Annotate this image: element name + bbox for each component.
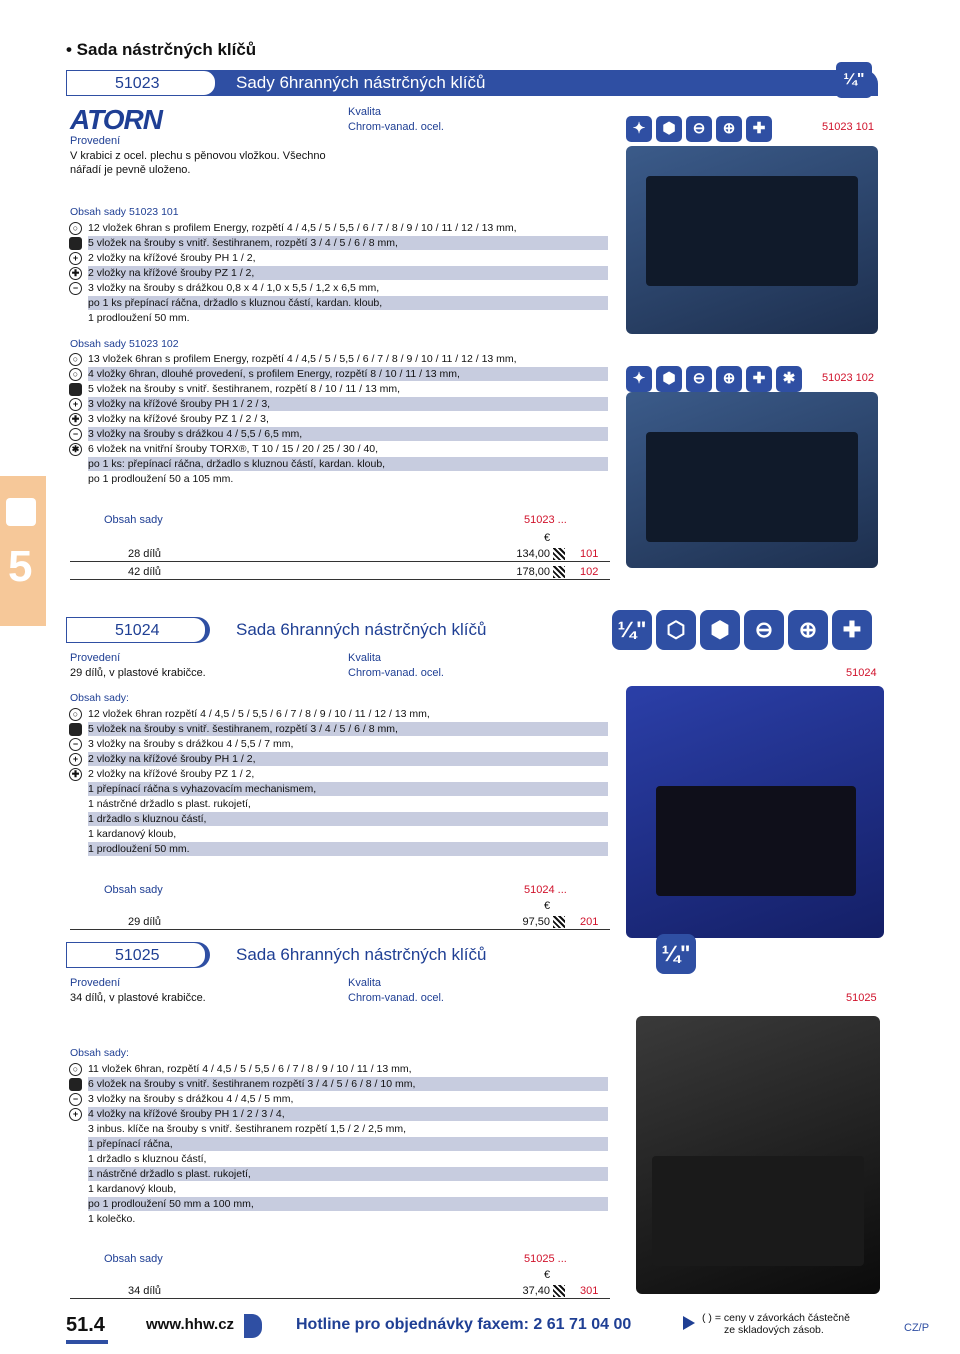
side-tab — [0, 476, 46, 626]
atorn-logo — [70, 104, 200, 135]
content-row: ○ 13 vložek 6hran s profilem Energy, rozpětí 4 / 4,5 / 5 / 5,5 / 6 / 7 / 8 / 9 / 10 / 11 / 12 / 13 mm, — [88, 352, 608, 366]
hex-outline-icon: ○ — [69, 368, 82, 381]
footer-website-link[interactable]: www.hhw.cz — [146, 1316, 235, 1333]
s1-obsah-a-title: Obsah sady 51023 101 — [70, 206, 179, 218]
wrench-icon — [6, 498, 36, 526]
slot-icon: − — [69, 1093, 82, 1106]
content-row: − 3 vložky na šrouby s drážkou 4 / 5,5 / 6,5 mm, — [88, 427, 608, 441]
table-currency: € — [544, 1269, 551, 1281]
phillips-icon: ⊕ — [788, 610, 828, 650]
table-header: Obsah sady 51024 ... — [104, 884, 567, 896]
pozidriv-icon: ✚ — [69, 267, 82, 280]
table-header: Obsah sady 51023 ... — [104, 514, 567, 526]
phillips-icon: + — [69, 252, 82, 265]
s1-provedeni-label: Provedení — [70, 135, 121, 147]
table-currency: € — [544, 900, 551, 912]
s3-provedeni-label: Provedení — [70, 977, 121, 989]
s3-provedeni-text: 34 dílů, v plastové krabičce. — [70, 992, 206, 1004]
s1-title: Sady 6hranných nástrčných klíčů — [236, 73, 486, 92]
slot-icon: − — [69, 282, 82, 295]
order-code-icon — [553, 916, 565, 928]
footer-note-line1: ( ) = ceny v závorkách částečně — [702, 1312, 850, 1324]
s1-rows-b — [71, 352, 608, 486]
content-row: ○ 11 vložek 6hran, rozpětí 4 / 4,5 / 5 / 5,5 / 6 / 7 / 8 / 9 / 10 / 11 / 13 mm, — [88, 1062, 608, 1076]
content-row: 1 nástrčné držadlo s plast. rukojetí, — [88, 1167, 608, 1181]
order-code-icon — [553, 566, 565, 578]
table-row: 34 dílů 37,40 301 — [70, 1283, 610, 1299]
s1-provedeni-text1: V krabici z ocel. plechu s pěnovou vložkou. Všechno — [70, 150, 326, 162]
content-row: ✚ 3 vložky na křížové šrouby PZ 1 / 2 / 3, — [88, 412, 608, 426]
footer — [66, 1306, 936, 1346]
phillips-icon: + — [69, 753, 82, 766]
s1-quarter-inch-badge: ¼" — [836, 62, 872, 98]
s1-provedeni-text2: nářadí je pevně uloženo. — [70, 164, 191, 176]
torx-icon: ✱ — [776, 366, 802, 392]
content-row: 6 vložek na šrouby s vnitř. šestihranem rozpětí 3 / 4 / 5 / 6 / 8 / 10 mm, — [88, 1077, 608, 1091]
s3-title: Sada 6hranných nástrčných klíčů — [236, 945, 487, 964]
table-row: 29 dílů 97,50 201 — [70, 914, 610, 930]
s2-title: Sada 6hranných nástrčných klíčů — [236, 620, 487, 639]
hex-filled-icon — [69, 723, 82, 736]
content-row: 1 kolečko. — [88, 1213, 136, 1225]
slot-icon: − — [69, 428, 82, 441]
content-row: 1 přepínací ráčna s vyhazovacím mechanismem, — [88, 782, 608, 796]
slot-icon: ⊖ — [744, 610, 784, 650]
phillips-icon: + — [69, 1108, 82, 1121]
content-row: po 1 ks: přepínací ráčna, držadlo s kluznou částí, kardan. kloub, — [88, 457, 608, 471]
content-row: 5 vložek na šrouby s vnitř. šestihranem, rozpětí 8 / 10 / 11 / 13 mm, — [88, 382, 608, 396]
s2-number: 51024 — [66, 617, 206, 643]
phillips-icon: ⊕ — [716, 116, 742, 142]
table-row: 42 dílů 178,00 102 — [70, 564, 610, 580]
footer-page-number: 51.4 — [66, 1314, 105, 1336]
content-row: 1 držadlo s kluznou částí, — [88, 812, 608, 826]
footer-page-line — [66, 1340, 108, 1344]
side-tab-number: 5 — [8, 542, 33, 591]
footer-bar — [244, 1314, 262, 1338]
s3-kvalita-text: Chrom-vanad. ocel. — [348, 992, 444, 1004]
s1-kvalita-text: Chrom-vanad. ocel. — [348, 121, 444, 133]
content-row: 1 kardanový kloub, — [88, 828, 177, 840]
content-row: 5 vložek na šrouby s vnitř. šestihranem, rozpětí 3 / 4 / 5 / 6 / 8 mm, — [88, 722, 608, 736]
s1-obsah-b-title: Obsah sady 51023 102 — [70, 338, 179, 350]
content-row: 1 přepínací ráčna, — [88, 1137, 608, 1151]
play-arrow-icon — [683, 1316, 695, 1330]
hex-socket-icon: ⬢ — [656, 116, 682, 142]
content-row: + 4 vložky na křížové šrouby PH 1 / 2 / 3 / 4, — [88, 1107, 608, 1121]
hex-filled-icon — [69, 1078, 82, 1091]
s3-price-table — [70, 1251, 610, 1303]
table-currency: € — [544, 532, 551, 544]
s3-kvalita-label: Kvalita — [348, 977, 382, 989]
s1-rows-a — [71, 221, 608, 325]
content-row: − 3 vložky na šrouby s drážkou 4 / 4,5 / 5 mm, — [88, 1092, 608, 1106]
s3-rows — [72, 1062, 608, 1227]
s2-kvalita-label: Kvalita — [348, 652, 382, 664]
order-code-icon — [553, 548, 565, 560]
content-row: po 1 ks přepínací ráčna, držadlo s kluznou částí, kardan. kloub, — [88, 296, 608, 310]
content-row: po 1 prodloužení 50 a 105 mm. — [88, 473, 234, 485]
socket-set-51024-image — [626, 686, 884, 938]
content-row: 1 prodloužení 50 mm. — [88, 312, 190, 324]
socket-set-51023-101-image — [626, 146, 878, 334]
content-row: − 3 vložky na šrouby s drážkou 0,8 x 4 / 1,0 x 5,5 / 1,2 x 6,5 mm, — [88, 281, 608, 295]
s2-obsah-title: Obsah sady: — [70, 692, 129, 704]
content-row: ○ 4 vložky 6hran, dlouhé provedení, s profilem Energy, rozpětí 8 / 10 / 11 / 13 mm, — [88, 367, 608, 381]
table-header: Obsah sady 51025 ... — [104, 1253, 567, 1265]
content-row: ✱ 6 vložek na vnitřní šrouby TORX®, T 10 / 15 / 20 / 25 / 30 / 40, — [88, 442, 608, 456]
pozidriv-icon: ✚ — [746, 366, 772, 392]
slot-icon: − — [69, 738, 82, 751]
s1-kvalita-label: Kvalita — [348, 106, 382, 118]
s1-number: 51023 — [66, 70, 216, 96]
footer-hotline: Hotline pro objednávky faxem: 2 61 71 04 00 — [296, 1316, 632, 1333]
quarter-inch-icon: ¼" — [612, 610, 652, 650]
content-row: 1 prodloužení 50 mm. — [88, 842, 608, 856]
quarter-inch-icon: ¼" — [656, 934, 696, 974]
content-row: + 2 vložky na křížové šrouby PH 1 / 2, — [88, 752, 608, 766]
hex-socket-icon: ⬡ — [656, 610, 696, 650]
torx-icon: ✱ — [69, 443, 82, 456]
content-row: + 2 vložky na křížové šrouby PH 1 / 2, — [88, 251, 608, 265]
content-row: 5 vložek na šrouby s vnitř. šestihranem, rozpětí 3 / 4 / 5 / 6 / 8 mm, — [88, 236, 608, 250]
atorn-logo-text: ATORN — [70, 104, 162, 135]
pozidriv-icon: ✚ — [832, 610, 872, 650]
hex-filled-icon: ⬢ — [700, 610, 740, 650]
hex-outline-icon: ○ — [69, 708, 82, 721]
content-row: 1 držadlo s kluznou částí, — [88, 1153, 207, 1165]
pozidriv-icon: ✚ — [69, 768, 82, 781]
content-row: 1 kardanový kloub, — [88, 1183, 177, 1195]
content-row: + 3 vložky na křížové šrouby PH 1 / 2 / 3, — [88, 397, 608, 411]
content-row: ○ 12 vložek 6hran s profilem Energy, rozpětí 4 / 4,5 / 5 / 5,5 / 6 / 7 / 8 / 9 / 10 / 11 / 12 / 13 mm, — [88, 221, 608, 235]
energy-icon: ✦ — [626, 116, 652, 142]
s3-code: 51025 — [846, 992, 877, 1004]
order-code-icon — [553, 1285, 565, 1297]
s2-price-table — [70, 882, 610, 934]
hex-outline-icon: ○ — [69, 222, 82, 235]
footer-note-line2: ze skladových zásob. — [724, 1324, 824, 1336]
content-row: 1 nástrčné držadlo s plast. rukojetí, — [88, 798, 251, 810]
socket-set-51025-image — [636, 1016, 880, 1294]
content-row: ✚ 2 vložky na křížové šrouby PZ 1 / 2, — [88, 266, 608, 280]
s3-number: 51025 — [66, 942, 206, 968]
phillips-icon: + — [69, 398, 82, 411]
slot-icon: ⊖ — [686, 116, 712, 142]
s1-price-table — [70, 512, 610, 584]
energy-icon: ✦ — [626, 366, 652, 392]
footer-lang: CZ/P — [904, 1322, 930, 1334]
slot-icon: ⊖ — [686, 366, 712, 392]
pozidriv-icon: ✚ — [69, 413, 82, 426]
hex-outline-icon: ○ — [69, 353, 82, 366]
s2-kvalita-text: Chrom-vanad. ocel. — [348, 667, 444, 679]
s3-obsah-title: Obsah sady: — [70, 1047, 129, 1059]
content-row: ○ 12 vložek 6hran rozpětí 4 / 4,5 / 5 / 5,5 / 6 / 7 / 8 / 9 / 10 / 11 / 12 / 13 mm, — [88, 707, 608, 721]
hex-outline-icon: ○ — [69, 1063, 82, 1076]
phillips-icon: ⊕ — [716, 366, 742, 392]
s1-code-b: 51023 102 — [822, 372, 874, 384]
socket-set-51023-102-image — [626, 392, 878, 568]
s2-code: 51024 — [846, 667, 877, 679]
page-title: • Sada nástrčných klíčů — [66, 40, 257, 59]
hex-filled-icon — [69, 383, 82, 396]
s2-provedeni-text: 29 dílů, v plastové krabičce. — [70, 667, 206, 679]
pozidriv-icon: ✚ — [746, 116, 772, 142]
table-row: 28 dílů 134,00 101 — [70, 546, 610, 562]
content-row: ✚ 2 vložky na křížové šrouby PZ 1 / 2, — [88, 767, 608, 781]
s2-provedeni-label: Provedení — [70, 652, 121, 664]
hex-socket-icon: ⬢ — [656, 366, 682, 392]
content-row: 3 inbus. klíče na šrouby s vnitř. šestihranem rozpětí 1,5 / 2 / 2,5 mm, — [88, 1123, 407, 1135]
content-row: po 1 prodloužení 50 mm a 100 mm, — [88, 1197, 608, 1211]
s1-code-a: 51023 101 — [822, 121, 874, 133]
s2-rows — [71, 707, 608, 857]
content-row: − 3 vložky na šrouby s drážkou 4 / 5,5 / 7 mm, — [88, 737, 608, 751]
hex-filled-icon — [69, 237, 82, 250]
